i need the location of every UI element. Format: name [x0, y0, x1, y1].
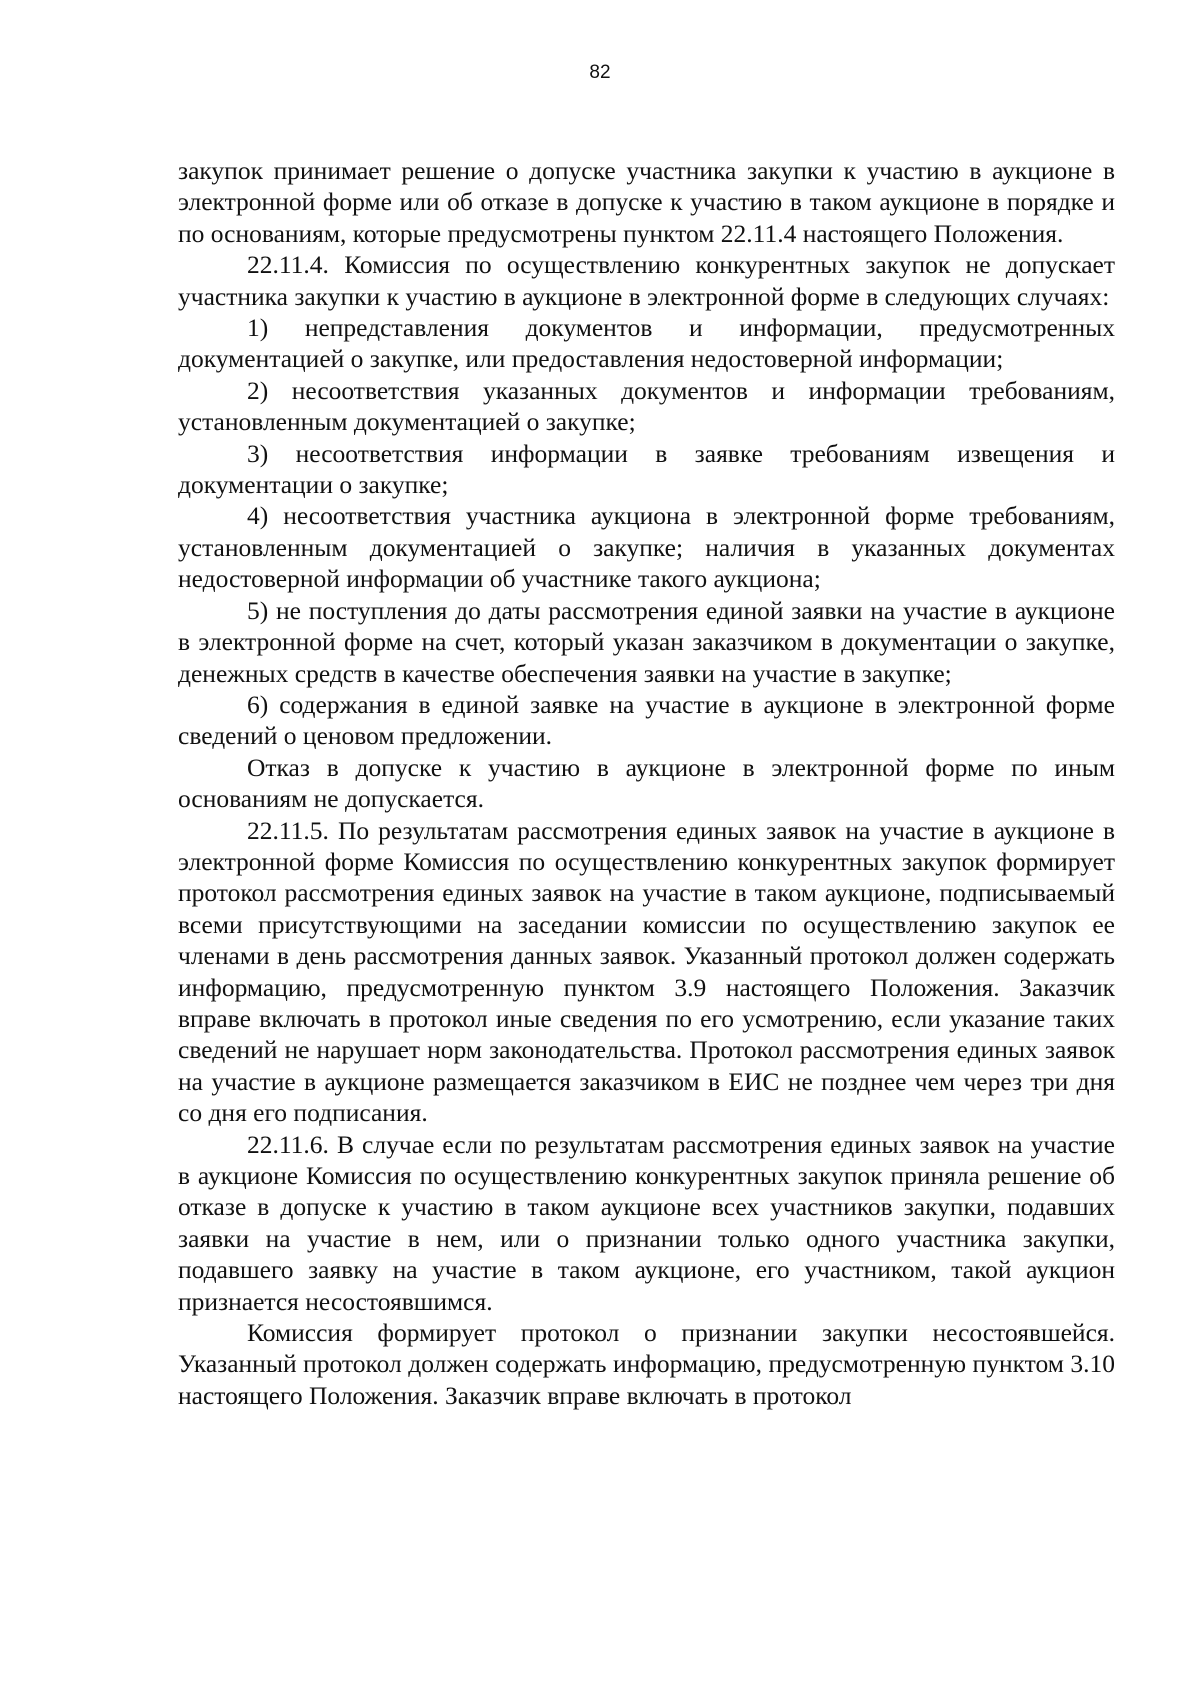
paragraph-refusal-note: Отказ в допуске к участию в аукционе в электронной форме по иным основаниям не допускается. [178, 752, 1115, 814]
page-number: 82 [589, 62, 611, 83]
list-item-2: 2) несоответствия указанных документов и информации требованиям, установленным документацией о закупке; [178, 375, 1115, 437]
paragraph-22-11-5: 22.11.5. По результатам рассмотрения единых заявок на участие в аукционе в электронной форме Комиссия по осуществлению конкурентных закупок формирует протокол рассмотрения единых заявок на участие в таком аукционе, подписываемый всеми присутствующими на заседании комиссии по осуществлению закупок ее членами в день рассмотрения данных заявок. Указанный протокол должен содержать информацию, предусмотренную пунктом 3.9 настоящего Положения. Заказчик вправе включать в протокол иные сведения по его усмотрению, если указание таких сведений не нарушает норм законодательства. Протокол рассмотрения единых заявок на участие в аукционе размещается заказчиком в ЕИС не позднее чем через три дня со дня его подписания. [178, 815, 1115, 1128]
list-item-4: 4) несоответствия участника аукциона в электронной форме требованиям, установленным документацией о закупке; наличия в указанных документах недостоверной информации об участнике такого аукциона; [178, 501, 1115, 594]
paragraph-22-11-6: 22.11.6. В случае если по результатам рассмотрения единых заявок на участие в аукционе Комиссия по осуществлению конкурентных закупок приняла решение об отказе в допуске к участию в таком аукционе всех участников закупки, подавших заявки на участие в нем, или о признании только одного участника закупки, подавшего заявку на участие в таком аукционе, его участником, такой аукцион признается несостоявшимся. [178, 1129, 1115, 1316]
document-body [178, 155, 1115, 1411]
paragraph-commission-protocol: Комиссия формирует протокол о признании закупки несостоявшейся. Указанный протокол должен содержать информацию, предусмотренную пунктом 3.10 настоящего Положения. Заказчик вправе включать в протокол [178, 1318, 1115, 1410]
list-item-5: 5) не поступления до даты рассмотрения единой заявки на участие в аукционе в электронной форме на счет, который указан заказчиком в документации о закупке, денежных средств в качестве обеспечения заявки на участие в закупке; [178, 595, 1115, 688]
list-item-3: 3) несоответствия информации в заявке требованиям извещения и документации о закупке; [178, 438, 1115, 500]
paragraph-continuation: закупок принимает решение о допуске участника закупки к участию в аукционе в электронной форме или об отказе в допуске к участию в таком аукционе в порядке и по основаниям, которые предусмотрены пунктом 22.11.4 настоящего Положения. [178, 156, 1115, 248]
paragraph-22-11-4: 22.11.4. Комиссия по осуществлению конкурентных закупок не допускает участника закупки к участию в аукционе в электронной форме в следующих случаях: [178, 250, 1115, 311]
list-item-1: 1) непредставления документов и информации, предусмотренных документацией о закупке, или предоставления недостоверной информации; [178, 313, 1115, 374]
list-item-6: 6) содержания в единой заявке на участие в аукционе в электронной форме сведений о ценовом предложении. [178, 689, 1115, 751]
